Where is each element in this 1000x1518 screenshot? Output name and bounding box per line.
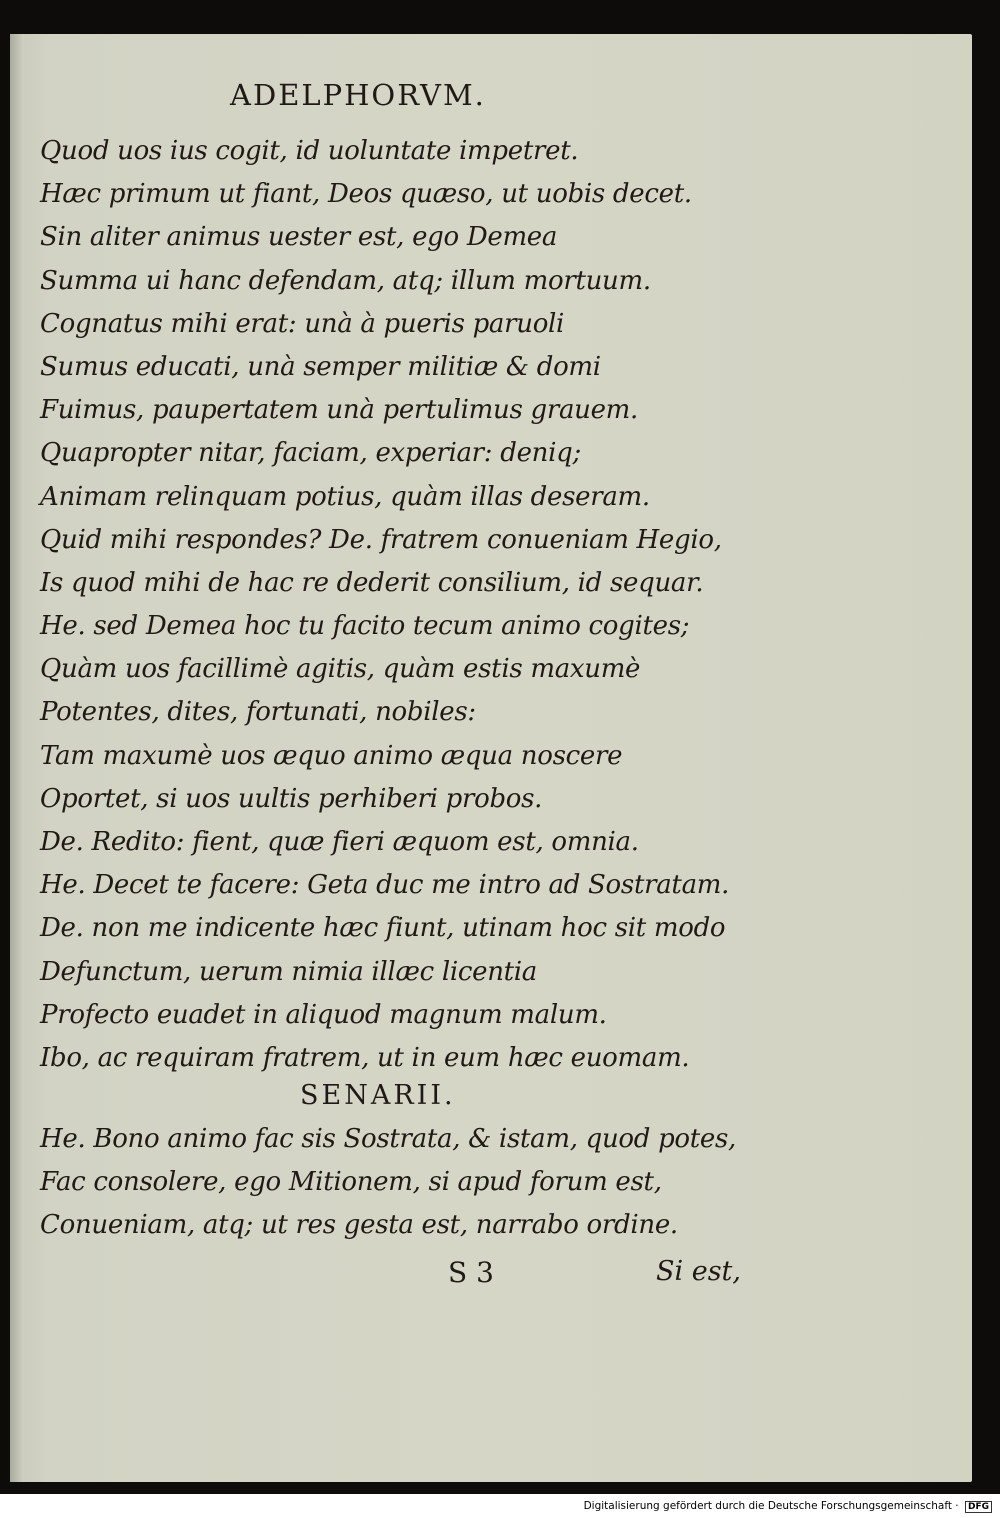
- verse-line: Fuimus, paupertatem unà pertulimus grauem.: [40, 395, 638, 426]
- catchword: Si est,: [656, 1256, 741, 1287]
- verse-block: [40, 130, 940, 1080]
- verse-line: Defunctum, uerum nimia illæc licentia: [40, 956, 538, 987]
- page-gutter-shadow: [10, 34, 24, 1482]
- verse-line: Cognatus mihi erat: unà à pueris paruoli: [40, 308, 565, 339]
- verse-line: He. Decet te facere: Geta duc me intro ad Sostratam.: [40, 870, 730, 901]
- verse-line: He. Bono animo fac sis Sostrata, & istam, quod potes,: [40, 1124, 737, 1154]
- verse-line: Summa ui hanc defendam, atq; illum mortuum.: [40, 265, 651, 296]
- verse-line: Oportet, si uos uultis perhiberi probos.: [40, 783, 543, 814]
- verse-line: Quapropter nitar, faciam, experiar: deniq;: [40, 438, 581, 469]
- credit-text: Digitalisierung gefördert durch die Deutsche Forschungsgemeinschaft ·: [583, 1500, 959, 1512]
- verse-line: He. sed Demea hoc tu facito tecum animo cogites;: [40, 611, 690, 642]
- verse-line: Hæc primum ut fiant, Deos quæso, ut uobis decet.: [40, 179, 692, 210]
- verse-line: Is quod mihi de hac re dederit consilium, id sequar.: [40, 567, 704, 598]
- digitization-credit: [584, 1500, 992, 1513]
- verse-line: Ibo, ac requiram fratrem, ut in eum hæc euomam.: [40, 1042, 690, 1073]
- section-title: SENARII.: [300, 1080, 456, 1111]
- verse-line: Profecto euadet in aliquod magnum malum.: [40, 999, 607, 1030]
- verse-line: Conueniam, atq; ut res gesta est, narrabo ordine.: [40, 1210, 678, 1241]
- verse-block-senarii: [40, 1118, 940, 1248]
- verse-line: Tam maxumè uos æquo animo æqua noscere: [40, 740, 623, 771]
- verse-line: Animam relinquam potius, quàm illas deseram.: [40, 481, 650, 512]
- book-page: [10, 34, 972, 1482]
- verse-line: De. non me indicente hæc fiunt, utinam hoc sit modo: [40, 913, 726, 944]
- dfg-logo: DFG: [965, 1501, 992, 1513]
- verse-line: Quid mihi respondes? De. fratrem conueniam Hegio,: [40, 524, 722, 555]
- verse-line: Sumus educati, unà semper militiæ & domi: [40, 351, 601, 382]
- verse-line: Quàm uos facillimè agitis, quàm estis maxumè: [40, 654, 641, 685]
- verse-line: Fac consolere, ego Mitionem, si apud forum est,: [40, 1167, 662, 1198]
- verse-line: De. Redito: fient, quæ fieri æquom est, omnia.: [40, 827, 639, 857]
- verse-line: Quod uos ius cogit, id uoluntate impetret.: [40, 136, 579, 166]
- signature-mark: S 3: [448, 1256, 494, 1289]
- verse-line: Sin aliter animus uester est, ego Demea: [40, 222, 558, 253]
- running-head: ADELPHORVM.: [230, 78, 486, 112]
- verse-line: Potentes, dites, fortunati, nobiles:: [40, 697, 476, 728]
